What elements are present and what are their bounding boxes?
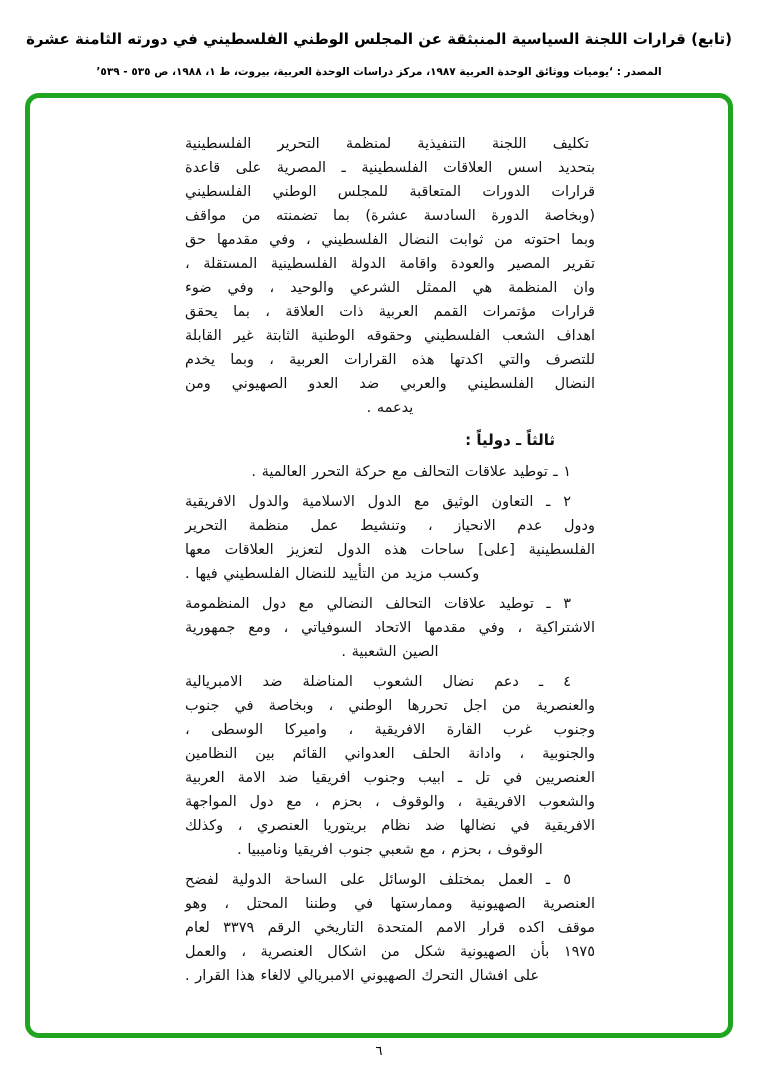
text-line: موقف اكده قرار الامم المتحدة التاريخي الرقم ٣٣٧٩ لعام [185, 920, 595, 936]
text-line: الوقوف ، بحزم ، مع شعبي جنوب افريقيا وناميبيا . [237, 842, 543, 858]
text-line: قرارات الدورات المتعاقبة للمجلس الوطني الفلسطيني [185, 184, 595, 200]
text-line: (وبخاصة الدورة السادسة عشرة) بما تضمنته من مواقف [185, 208, 595, 224]
text-line: وكسب مزيد من التأييد للنضال الفلسطيني فيها . [185, 566, 480, 582]
text-line: ٢ ـ التعاون الوثيق مع الدول الاسلامية والدول الافريقية [185, 494, 571, 510]
document-title: (تابع) قرارات اللجنة السياسية المنبثقة عن المجلس الوطني الفلسطيني في دورته الثامنة عشرة [26, 30, 732, 48]
text-line: الصين الشعبية . [341, 644, 439, 660]
paragraph [185, 868, 595, 988]
text-line: والجنوبية ، وادانة الحلف العدواني القائم بين النظامين [185, 746, 595, 762]
paragraph [185, 592, 595, 664]
text-line: الافريقية في نضالها ضد نظام بريتوريا العنصري ، وكذلك [185, 818, 595, 834]
paragraph [185, 670, 595, 862]
text-line: وجنوب غرب القارة الافريقية ، واميركا الوسطى ، [185, 722, 595, 738]
section-heading: ثالثاً ـ دولياً : [465, 431, 555, 449]
text-line: النضال الفلسطيني والعربي ضد العدو الصهيوني ومن [185, 376, 595, 392]
text-line: ١ ـ توطيد علاقات التحالف مع حركة التحرر العالمية . [251, 464, 571, 480]
paragraph [185, 460, 595, 484]
paragraph [185, 132, 595, 420]
text-line: ٤ ـ دعم نضال الشعوب المناضلة ضد الامبريالية [185, 674, 571, 690]
text-line: وان المنظمة هي الممثل الشرعي والوحيد ، وفي ضوء [185, 280, 595, 296]
source-citation: المصدر : ‘يوميات ووثائق الوحدة العربية ١٩٨٧، مركز دراسات الوحدة العربية، بيروت، ط ١، ١٩٨٨، ص ٥٣٥ - ٥٣٩’ [96, 66, 662, 78]
document-body [185, 132, 595, 994]
text-line: العنصرية الصهيونية وممارستها في وطننا المحتل ، وهو [185, 896, 595, 912]
text-line: ١٩٧٥ بأن الصهيونية شكل من اشكال العنصرية ، والعمل [185, 944, 595, 960]
page-number: ٦ [375, 1044, 383, 1059]
paragraph [185, 490, 595, 586]
text-line: قرارات مؤتمرات القمم العربية ذات العلاقة ، بما يحقق [185, 304, 595, 320]
text-line: والشعوب الافريقية ، والوقوف ، بحزم ، مع دول المواجهة [185, 794, 595, 810]
text-line: ٣ ـ توطيد علاقات التحالف النضالي مع دول المنظمومة [185, 596, 571, 612]
text-line: تقرير المصير والعودة واقامة الدولة الفلسطينية المستقلة ، [185, 256, 595, 272]
text-line: اهداف الشعب الفلسطيني وحقوقه الوطنية الثابتة غير القابلة [185, 328, 595, 344]
text-line: تكليف اللجنة التنفيذية لمنظمة التحرير الفلسطينية [185, 136, 589, 152]
text-line: وبما احتوته من ثوابت النضال الفلسطيني ، وفي مقدمها حق [185, 232, 595, 248]
text-line: للتصرف والتي اكدتها هذه القرارات العربية ، وبما يخدم [185, 352, 595, 368]
text-line: العنصريين في تل ـ ابيب وجنوب افريقيا ضد الامة العربية [185, 770, 595, 786]
text-line: ودول عدم الانحياز ، وتنشيط عمل منظمة التحرير [185, 518, 595, 534]
text-line: الفلسطينية [على] ساحات هذه الدول لتعزيز العلاقات معها [185, 542, 595, 558]
text-line: بتحديد اسس العلاقات الفلسطينية ـ المصرية على قاعدة [185, 160, 595, 176]
text-line: ٥ ـ العمل بمختلف الوسائل على الساحة الدولية لفضح [185, 872, 571, 888]
text-line: على افشال التحرك الصهيوني الامبريالي لالغاء هذا القرار . [185, 968, 540, 984]
text-line: الاشتراكية ، وفي مقدمها الاتحاد السوفياتي ، ومع جمهورية [185, 620, 595, 636]
text-line: يدعمه . [366, 400, 414, 416]
text-line: والعنصرية من اجل تحررها الوطني ، وبخاصة في جنوب [185, 698, 595, 714]
